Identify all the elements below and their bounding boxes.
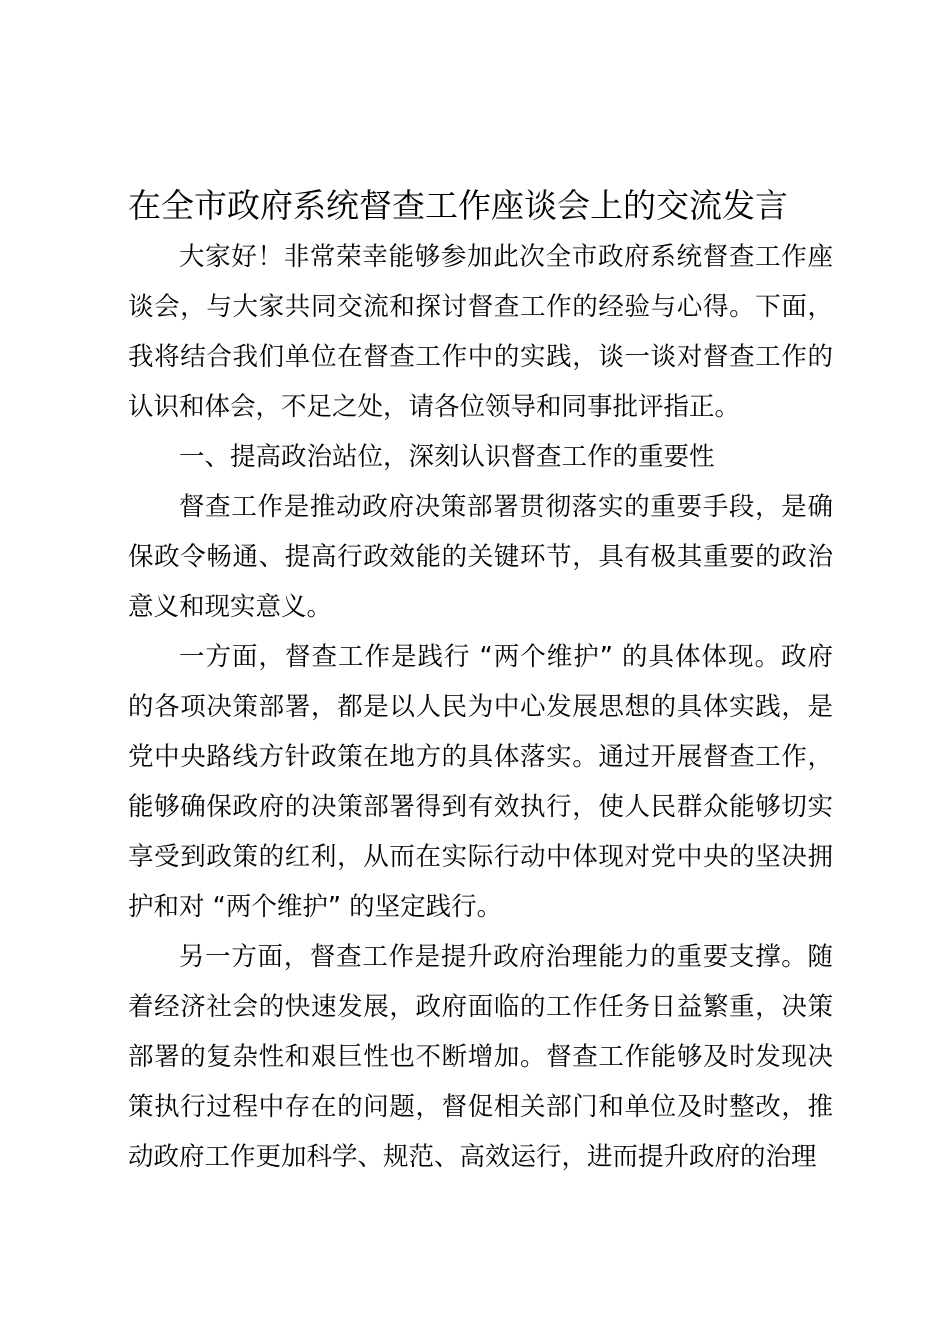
- document-title: 在全市政府系统督查工作座谈会上的交流发言: [128, 186, 788, 225]
- paragraph-intro: 大家好！非常荣幸能够参加此次全市政府系统督查工作座谈会，与大家共同交流和探讨督查工作的经验与心得。下面，我将结合我们单位在督查工作中的实践，谈一谈对督查工作的认识和体会，不足之处，请各位领导和同事批评指正。: [128, 242, 833, 422]
- paragraph-importance: 督查工作是推动政府决策部署贯彻落实的重要手段，是确保政令畅通、提高行政效能的关键环节，具有极其重要的政治意义和现实意义。: [128, 492, 833, 622]
- document-body: [128, 232, 833, 1182]
- paragraph-governance: 另一方面，督查工作是提升政府治理能力的重要支撑。随着经济社会的快速发展，政府面临的工作任务日益繁重，决策部署的复杂性和艰巨性也不断增加。督查工作能够及时发现决策执行过程中存在的问题，督促相关部门和单位及时整改，推动政府工作更加科学、规范、高效运行，进而提升政府的治理: [128, 942, 833, 1172]
- paragraph-two-safeguards: 一方面，督查工作是践行 “两个维护” 的具体体现。政府的各项决策部署，都是以人民为中心发展思想的具体实践，是党中央路线方针政策在地方的具体落实。通过开展督查工作，能够确保政府的决策部署得到有效执行，使人民群众能够切实享受到政策的红利，从而在实际行动中体现对党中央的坚决拥护和对 “两个维护” 的坚定践行。: [128, 642, 833, 922]
- section-heading-1: 一、提高政治站位，深刻认识督查工作的重要性: [179, 442, 715, 472]
